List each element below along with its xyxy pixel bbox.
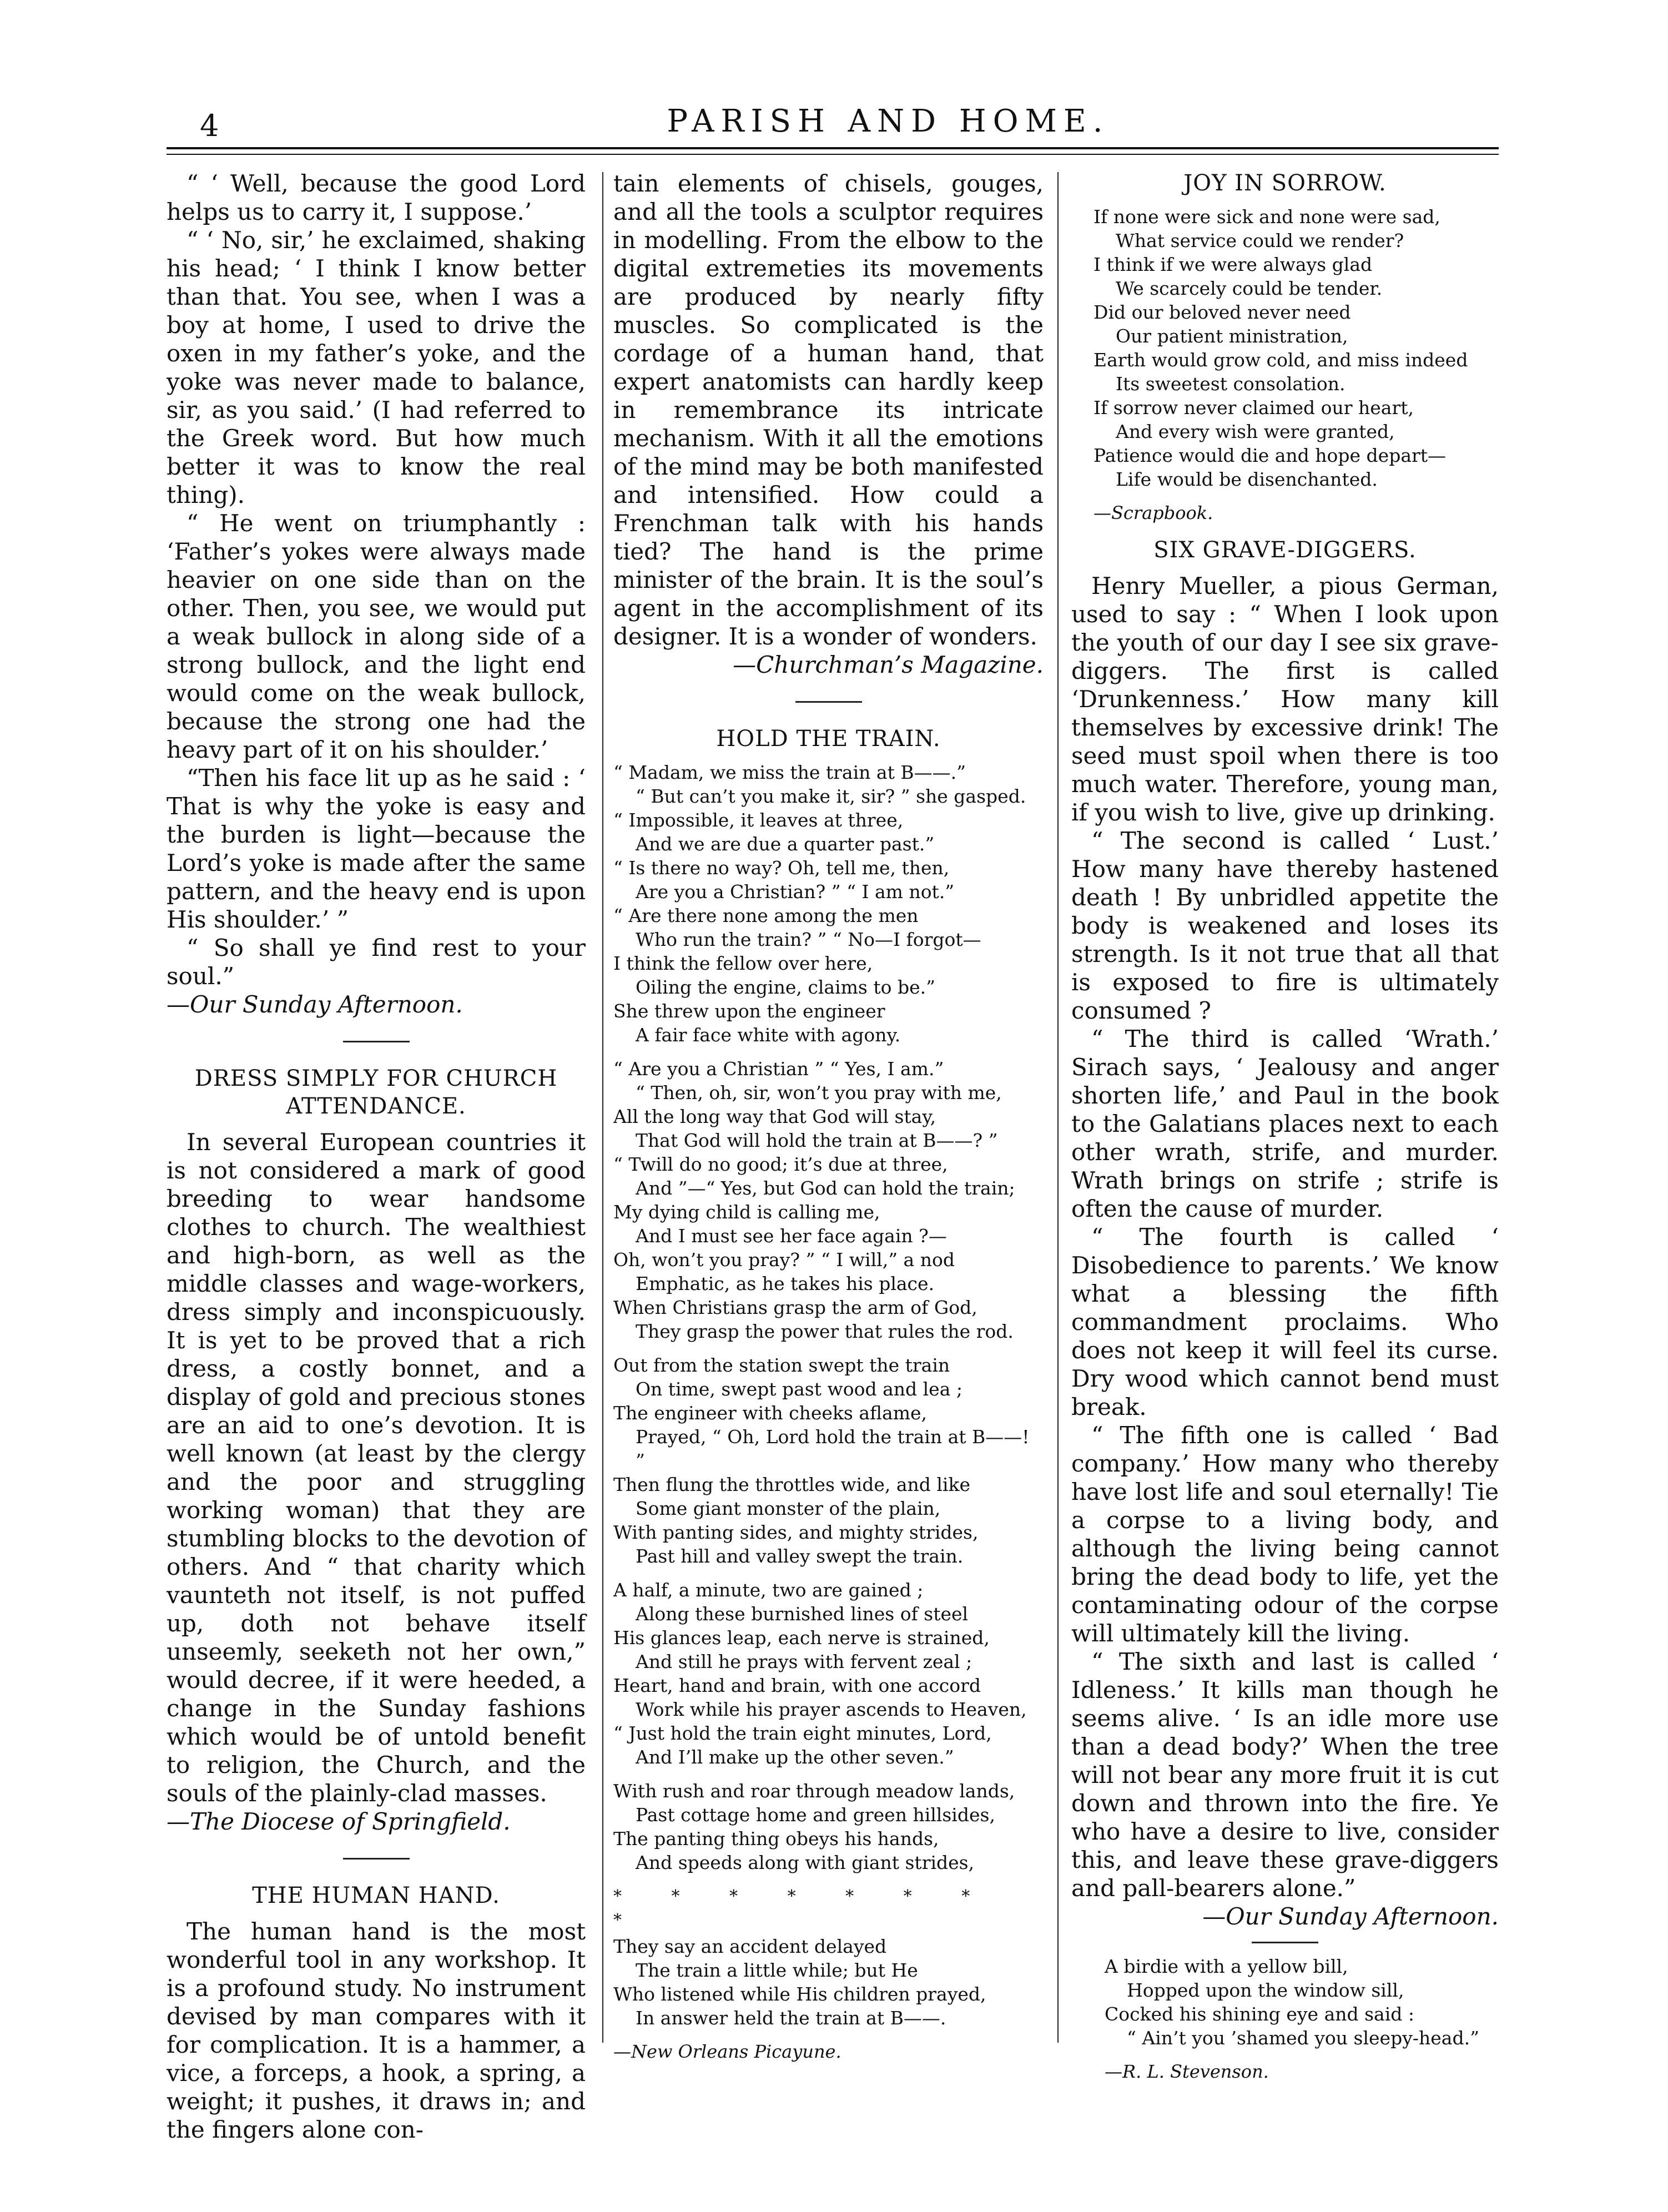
verse-line: With panting sides, and mighty strides, <box>613 1521 979 1543</box>
verse-line: If sorrow never claimed our heart, <box>1093 397 1414 419</box>
paragraph: “ ‘ Well, because the good Lord helps us to carry it, I suppose.’ <box>167 170 586 225</box>
paragraph: “ ‘ No, sir,’ he exclaimed, shaking his head; ‘ I think I know better than that. You see, when I was a boy at home, I used to drive the oxen in my father’s yoke, and the yoke was never made to balance, sir, as you said.’ (I had referred to the Greek word. But how much better it was to know the real thing). <box>167 226 586 508</box>
attribution: —The Diocese of Springfield. <box>167 1808 511 1835</box>
verse-line: I think if we were always glad <box>1093 254 1373 275</box>
attribution: —Our Sunday Afternoon. <box>1202 1903 1499 1930</box>
verse-line: Prayed, “ Oh, Lord hold the train at B——! ” <box>636 1426 1030 1472</box>
attribution: —New Orleans Picayune. <box>613 2041 841 2062</box>
verse-line: With rush and roar through meadow lands, <box>613 1780 1015 1802</box>
verse-line: A half, a minute, two are gained ; <box>613 1579 924 1601</box>
verse-line: Who listened while His children prayed, <box>613 1983 986 2005</box>
attribution: —Our Sunday Afternoon. <box>167 991 463 1018</box>
page-number: 4 <box>200 108 219 143</box>
verse-line: They grasp the power that rules the rod. <box>636 1321 1014 1342</box>
article-title: THE HUMAN HAND. <box>252 1883 500 1908</box>
stanza <box>1105 1954 1499 2050</box>
article-body: The human hand is the most wonderful tool in any workshop. It is a profound study. No instrument devised by man compares with it for complication. It is a hammer, a vice, a forceps, a hook, a spring, a weight; it pushes, it draws in; and the fingers alone con- <box>167 1918 586 2143</box>
section-separator <box>795 701 862 703</box>
section-separator <box>1252 1942 1318 1943</box>
verse-line: Past cottage home and green hillsides, <box>636 1804 995 1826</box>
verse-line: And every wish were granted, <box>1116 421 1395 442</box>
verse-line: My dying child is calling me, <box>613 1201 880 1223</box>
verse-line: “ Then, oh, sir, won’t you pray with me, <box>636 1082 1002 1104</box>
verse-line: Hopped upon the window sill, <box>1127 1979 1404 2001</box>
verse-line: Did our beloved never need <box>1093 301 1351 323</box>
verse-line: Some giant monster of the plain, <box>636 1498 941 1519</box>
verse-line: They say an accident delayed <box>613 1936 887 1957</box>
section-separator <box>343 1041 410 1042</box>
verse-line: Our patient ministration, <box>1116 325 1348 347</box>
verse-line: A birdie with a yellow bill, <box>1105 1956 1348 1977</box>
verse-line: Past hill and valley swept the train. <box>636 1545 964 1567</box>
verse-line: Along these burnished lines of steel <box>636 1603 969 1625</box>
verse-line: “ Is there no way? Oh, tell me, then, <box>613 857 950 879</box>
paragraph: “Then his face lit up as he said : ‘ That is why the yoke is easy and the burden is light—because the Lord’s yoke is made after the same pattern, and the heavy end is upon His shoulder.’ ” <box>167 764 586 933</box>
verse-line: And speeds along with giant strides, <box>636 1852 975 1873</box>
stanza <box>613 1934 1044 2030</box>
poem <box>1071 205 1499 525</box>
verse-line: “ Are you a Christian ” “ Yes, I am.” <box>613 1058 944 1080</box>
verse-line: The engineer with cheeks aflame, <box>613 1402 928 1424</box>
verse-line: And I must see her face again ?— <box>636 1225 947 1247</box>
attribution: —Churchman’s Magazine. <box>733 651 1044 678</box>
verse-line: The train a little while; but He <box>636 1959 918 1981</box>
stanza <box>613 1353 1044 1568</box>
verse-line: “ Impossible, it leaves at three, <box>613 809 904 831</box>
verse-line: And still he prays with fervent zeal ; <box>636 1651 972 1672</box>
verse-line: “ Madam, we miss the train at B——.” <box>613 762 966 783</box>
article-body: Henry Mueller, a pious German, used to say : “ When I look upon the youth of our day I see six grave-diggers. The first is called ‘Drunkenness.’ How many kill themselves by excessive drink! The seed must spoil when there is too much water. Therefore, young man, if you wish to live, give up drinking. <box>1071 572 1499 826</box>
verse-line: That God will hold the train at B——? ” <box>636 1130 998 1151</box>
verse-line: Then flung the throttles wide, and like <box>613 1474 971 1495</box>
paragraph: “ So shall ye find rest to your soul.” <box>167 934 586 990</box>
verse-line: Heart, hand and brain, with one accord <box>613 1675 981 1696</box>
verse-line: His glances leap, each nerve is strained, <box>613 1627 990 1649</box>
verse-line: What service could we render? <box>1116 230 1404 251</box>
column-2 <box>613 169 1044 2064</box>
article-body: “ The fourth is called ‘ Disobedience to parents.’ We know what a blessing the fifth commandment proclaims. Who does not keep it will feel its curse. Dry wood which cannot bend must break. <box>1071 1223 1499 1420</box>
poem-title: HOLD THE TRAIN. <box>716 726 941 752</box>
verse-line: “ Are there none among the men <box>613 905 919 926</box>
verse-line: Life would be disenchanted. <box>1116 468 1378 490</box>
verse-line: Oiling the engine, claims to be.” <box>636 976 935 998</box>
article-body: “ The fifth one is called ‘ Bad company.’ How many who thereby have lost life and soul eternally! Tie a corpse to a living body, and although the living being cannot bring the dead body to life, yet the contaminating odour of the corpse will ultimately kill the living. <box>1071 1422 1499 1647</box>
verse-line: The panting thing obeys his hands, <box>613 1828 939 1850</box>
verse-line: She threw upon the engineer <box>613 1000 885 1022</box>
stanza <box>1093 205 1499 491</box>
stanza <box>613 1779 1044 1875</box>
header-rule-top <box>167 147 1499 149</box>
poem <box>613 760 1044 2064</box>
verse-line: Who run the train? ” “ No—I forgot— <box>636 929 981 950</box>
article-body: tain elements of chisels, gouges, and all the tools a sculptor requires in modelling. From the elbow to the digital extremeties its movements are produced by nearly fifty muscles. So complicated is the cordage of a human hand, that expert anatomists can hardly keep in remembrance its intricate mechanism. With it all the emotions of the mind may be both manifested and intensified. How could a Frenchman talk with his hands tied? The hand is the prime minister of the brain. It is the soul’s agent in the accomplishment of its designer. It is a wonder of wonders. <box>613 170 1044 650</box>
verse-line: Are you a Christian? ” “ I am not.” <box>636 881 955 903</box>
verse-line: In answer held the train at B——. <box>636 2007 946 2029</box>
column-divider-1 <box>602 172 603 2043</box>
verse-line: If none were sick and none were sad, <box>1093 206 1440 228</box>
verse-line: On time, swept past wood and lea ; <box>636 1378 962 1400</box>
article-body: In several European countries it is not considered a mark of good breeding to wear handsome clothes to church. The wealthiest and high-born, as well as the middle classes and wage-workers, dress simply and inconspicuously. It is yet to be proved that a rich dress, a costly bonnet, and a display of gold and precious stones are an aid to one’s devotion. It is well known (at least by the clergy and the poor and struggling working woman) that they are stumbling blocks to the devotion of others. And “ that charity which vaunteth not itself, is not puffed up, doth not behave itself unseemly, seeketh not her own,” would decree, if it were heeded, a change in the Sunday fashions which would be of untold benefit to religion, the Church, and the souls of the plainly-clad masses. <box>167 1128 586 1807</box>
verse-line: And I’ll make up the other seven.” <box>636 1746 954 1768</box>
section-separator <box>343 1858 410 1860</box>
verse-line: “ But can’t you make it, sir? ” she gasped. <box>636 785 1026 807</box>
verse-line: Cocked his shining eye and said : <box>1105 2003 1415 2025</box>
article-body: “ The third is called ‘Wrath.’ Sirach says, ‘ Jealousy and anger shorten life,’ and Paul in the book to the Galatians places next to each other wrath, strife, and murder. Wrath brings on strife ; strife is often the cause of murder. <box>1071 1025 1499 1222</box>
verse-line: I think the fellow over here, <box>613 953 873 974</box>
verse-line: A fair face white with agony. <box>636 1024 901 1046</box>
attribution: —Scrapbook. <box>1093 502 1213 523</box>
stanza <box>613 1578 1044 1769</box>
verse-line: “ Twill do no good; it’s due at three, <box>613 1153 948 1175</box>
stanza <box>613 1057 1044 1343</box>
verse-line: We scarcely could be tender. <box>1116 278 1383 299</box>
article-body: “ The sixth and last is called ‘ Idleness.’ It kills man though he seems alive. ‘ Is an idle more use than a dead body?’ When the tree will not bear any more fruit it is cut down and thrown into the fire. Ye who have a desire to live, consider this, and leave these grave-diggers and pall-bearers alone.” <box>1071 1648 1499 1902</box>
verse-line: Its sweetest consolation. <box>1116 373 1346 395</box>
verse-line: Work while his prayer ascends to Heaven, <box>636 1699 1027 1720</box>
verse-line: Out from the station swept the train <box>613 1354 950 1376</box>
poem-title: JOY IN SORROW. <box>1183 170 1387 196</box>
verse-line: Patience would die and hope depart— <box>1093 445 1447 466</box>
verse-line: And ”—“ Yes, but God can hold the train; <box>636 1177 1015 1199</box>
verse-line: All the long way that God will stay, <box>613 1106 936 1127</box>
article-title: SIX GRAVE-DIGGERS. <box>1153 537 1417 563</box>
verse-line: And we are due a quarter past.” <box>636 833 935 855</box>
column-1 <box>167 169 586 2144</box>
attribution: —R. L. Stevenson. <box>1105 2061 1269 2082</box>
stanza <box>613 760 1044 1047</box>
article-body: “ The second is called ‘ Lust.’ How many have thereby hastened death ! By unbridled appetite the body is weakened and loses its strength. Is it not true that all that is exposed to fire is ultimately consumed ? <box>1071 827 1499 1024</box>
poem <box>1071 1954 1499 2084</box>
column-3 <box>1071 169 1499 2084</box>
verse-line: Earth would grow cold, and miss indeed <box>1093 349 1468 371</box>
header-rule-bottom <box>167 154 1499 155</box>
verse-line: When Christians grasp the arm of God, <box>613 1297 977 1318</box>
verse-line: Oh, won’t you pray? ” “ I will,” a nod <box>613 1249 955 1271</box>
paragraph: “ He went on triumphantly : ‘Father’s yokes were always made heavier on one side than on the other. Then, you see, we would put a weak bullock in along side of a strong bullock, and the light end would come on the weak bullock, because the strong one had the heavy part of it on his shoulder.’ <box>167 510 586 763</box>
article-title: DRESS SIMPLY FOR CHURCH ATTENDANCE. <box>194 1066 558 1119</box>
column-divider-2 <box>1057 172 1059 2043</box>
stars-separator: * * * * * * * * <box>613 1887 992 1930</box>
verse-line: “ Just hold the train eight minutes, Lord, <box>613 1722 992 1744</box>
verse-line: Emphatic, as he takes his place. <box>636 1273 935 1294</box>
verse-line: “ Ain’t you ’shamed you sleepy-head.” <box>1127 2027 1479 2049</box>
masthead: PARISH AND HOME. <box>667 103 1110 139</box>
